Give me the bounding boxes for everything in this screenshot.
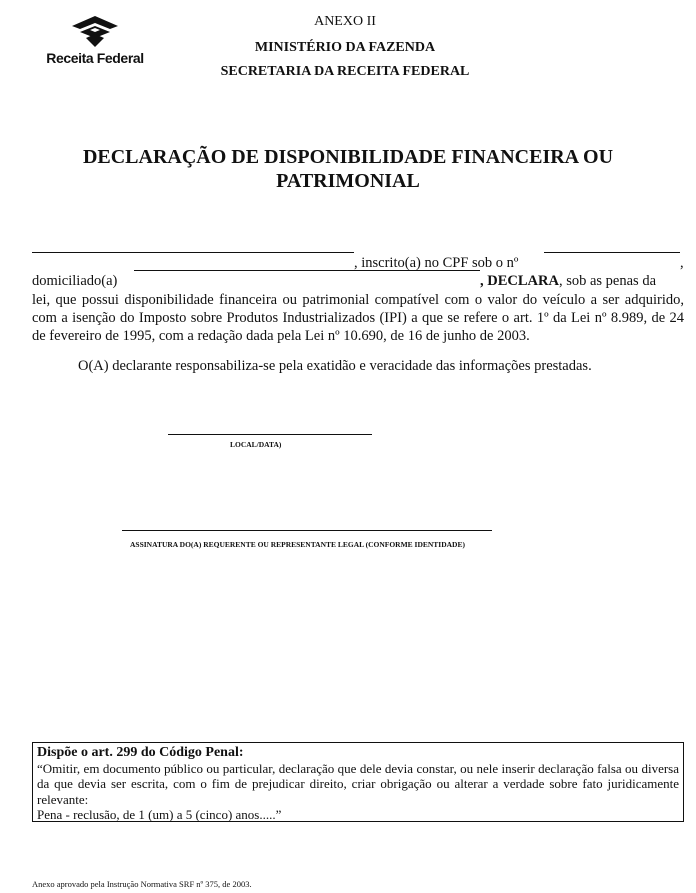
penal-code-text: “Omitir, em documento público ou particular, declaração que dele devia constar, ou nele inserir declaração falsa ou diversa da que devia ser escrita, com o fim de prejudicar direito, criar obrigação ou alterar a verdade sobre fato juridicamente relevante: <box>37 760 679 807</box>
page-title: DECLARAÇÃO DE DISPONIBILIDADE FINANCEIRA OU PATRIMONIAL <box>82 146 614 192</box>
place-date-label: LOCAL/DATA) <box>230 440 282 449</box>
declares-rest: , sob as penas da <box>558 273 656 289</box>
declares-keyword: , DECLARA <box>480 273 559 289</box>
ministry-name: MINISTÉRIO DA FAZENDA <box>254 40 436 55</box>
penal-code-box <box>32 742 684 822</box>
penal-code-title: Dispõe o art. 299 do Código Penal: <box>37 745 244 760</box>
footer-note: Anexo aprovado pela Instrução Normativa SRF nº 375, de 2003. <box>32 879 252 889</box>
domicile-field[interactable] <box>134 270 480 271</box>
domicile-label: domiciliado(a) <box>32 273 118 289</box>
receita-federal-logo <box>40 14 150 74</box>
comma: , <box>680 255 684 271</box>
declares-text <box>480 273 656 290</box>
signature-label: ASSINATURA DO(A) REQUERENTE OU REPRESENTANTE LEGAL (CONFORME IDENTIDADE) <box>130 540 465 549</box>
cpf-label: , inscrito(a) no CPF sob o nº <box>354 255 519 271</box>
declaration-body: lei, que possui disponibilidade financeira ou patrimonial compatível com o valor do veículo a ser adquirido, com a isenção do Imposto sobre Produtos Industrializados (IPI) a que se refere o art. 1º da Lei nº 8.989, de 24 de fevereiro de 1995, com a redação dada pela Lei nº 10.690, de 16 de junho de 2003. <box>32 292 684 344</box>
responsibility-statement: O(A) declarante responsabiliza-se pela exatidão e veracidade das informações prestadas. <box>78 358 592 374</box>
name-field[interactable] <box>32 252 354 253</box>
cpf-field[interactable] <box>544 252 680 253</box>
receita-federal-emblem-icon <box>66 14 124 48</box>
logo-text: Receita Federal <box>46 50 144 66</box>
place-date-field[interactable] <box>168 434 372 435</box>
annex-label: ANEXO II <box>314 14 376 29</box>
penalty-text: Pena - reclusão, de 1 (um) a 5 (cinco) anos.....” <box>37 807 282 822</box>
signature-field[interactable] <box>122 530 492 531</box>
secretariat-name: SECRETARIA DA RECEITA FEDERAL <box>220 64 470 79</box>
